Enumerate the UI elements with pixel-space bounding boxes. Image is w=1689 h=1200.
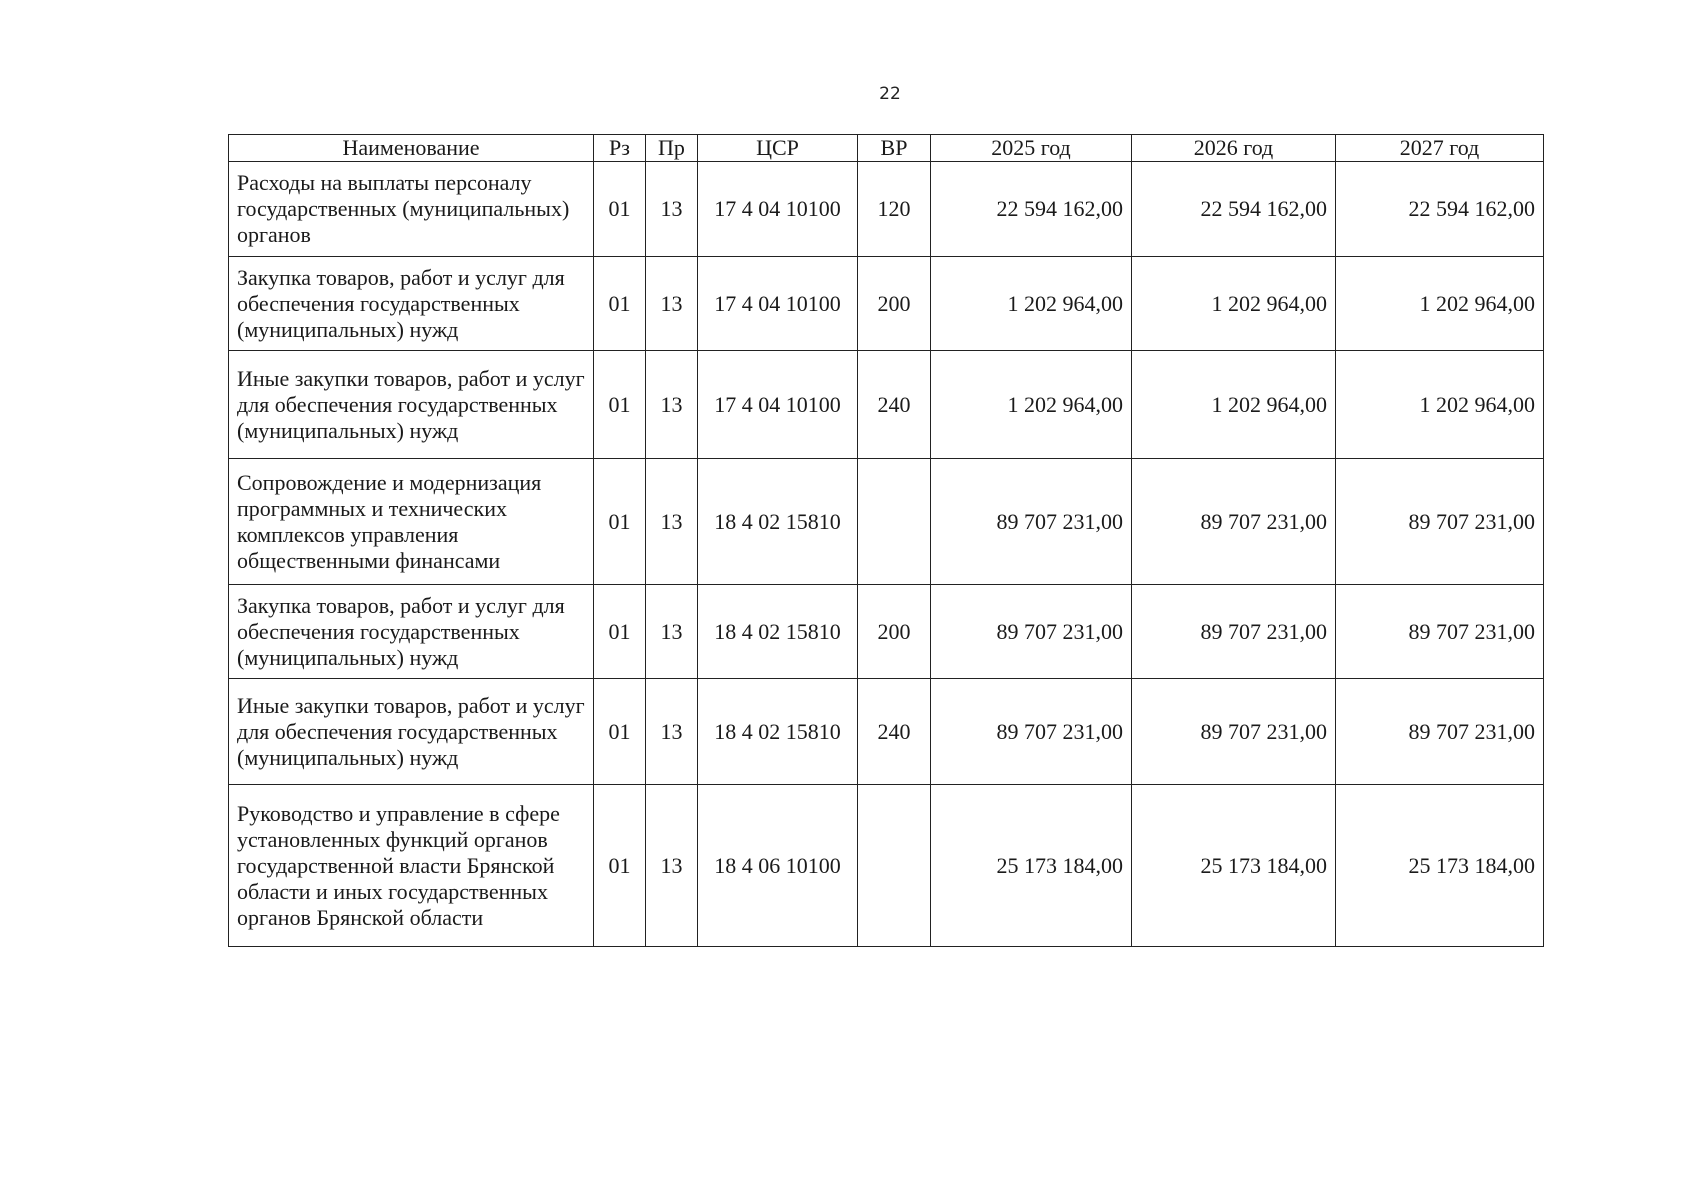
header-2025: 2025 год [931,135,1132,162]
cell-name: Иные закупки товаров, работ и услуг для обеспечения государственных (муниципальных) нужд [229,679,594,785]
page-number: 22 [879,84,901,104]
cell-name: Иные закупки товаров, работ и услуг для обеспечения государственных (муниципальных) нужд [229,351,594,459]
cell-2025: 22 594 162,00 [931,162,1132,257]
cell-csr: 18 4 02 15810 [698,585,858,679]
cell-2026: 25 173 184,00 [1132,785,1336,947]
header-name: Наименование [229,135,594,162]
cell-2027: 89 707 231,00 [1336,585,1544,679]
cell-2026: 89 707 231,00 [1132,459,1336,585]
cell-2026: 1 202 964,00 [1132,351,1336,459]
cell-2025: 25 173 184,00 [931,785,1132,947]
cell-vr [858,785,931,947]
cell-rz: 01 [594,585,646,679]
table-row [229,585,1544,679]
cell-2026: 89 707 231,00 [1132,679,1336,785]
cell-pr: 13 [646,351,698,459]
cell-2026: 22 594 162,00 [1132,162,1336,257]
cell-csr: 18 4 02 15810 [698,679,858,785]
table-row [229,257,1544,351]
cell-rz: 01 [594,162,646,257]
cell-2027: 1 202 964,00 [1336,351,1544,459]
cell-2026: 89 707 231,00 [1132,585,1336,679]
cell-vr: 240 [858,351,931,459]
header-rz: Рз [594,135,646,162]
cell-2025: 1 202 964,00 [931,351,1132,459]
cell-vr: 200 [858,257,931,351]
header-pr: Пр [646,135,698,162]
table-row [229,459,1544,585]
table-row [229,351,1544,459]
cell-name: Сопровождение и модернизация программных и технических комплексов управления общественными финансами [229,459,594,585]
table-row [229,679,1544,785]
header-csr: ЦСР [698,135,858,162]
cell-rz: 01 [594,679,646,785]
table-row [229,785,1544,947]
cell-csr: 18 4 06 10100 [698,785,858,947]
cell-2025: 89 707 231,00 [931,585,1132,679]
budget-table [228,134,1544,947]
cell-rz: 01 [594,351,646,459]
cell-rz: 01 [594,459,646,585]
cell-2027: 1 202 964,00 [1336,257,1544,351]
header-2027: 2027 год [1336,135,1544,162]
cell-2027: 89 707 231,00 [1336,459,1544,585]
cell-name: Расходы на выплаты персоналу государственных (муниципальных) органов [229,162,594,257]
cell-pr: 13 [646,785,698,947]
cell-2025: 1 202 964,00 [931,257,1132,351]
cell-vr: 200 [858,585,931,679]
cell-csr: 17 4 04 10100 [698,257,858,351]
cell-name: Руководство и управление в сфере установленных функций органов государственной власти Брянской области и иных государственных органов Брянской области [229,785,594,947]
cell-pr: 13 [646,459,698,585]
cell-csr: 17 4 04 10100 [698,162,858,257]
cell-name: Закупка товаров, работ и услуг для обеспечения государственных (муниципальных) нужд [229,585,594,679]
cell-name: Закупка товаров, работ и услуг для обеспечения государственных (муниципальных) нужд [229,257,594,351]
cell-vr [858,459,931,585]
cell-2027: 22 594 162,00 [1336,162,1544,257]
table-header-row [229,135,1544,162]
cell-csr: 18 4 02 15810 [698,459,858,585]
cell-vr: 120 [858,162,931,257]
cell-rz: 01 [594,257,646,351]
cell-csr: 17 4 04 10100 [698,351,858,459]
table-row [229,162,1544,257]
header-2026: 2026 год [1132,135,1336,162]
cell-2026: 1 202 964,00 [1132,257,1336,351]
cell-pr: 13 [646,679,698,785]
cell-pr: 13 [646,585,698,679]
cell-2027: 89 707 231,00 [1336,679,1544,785]
cell-2025: 89 707 231,00 [931,679,1132,785]
cell-2025: 89 707 231,00 [931,459,1132,585]
cell-pr: 13 [646,162,698,257]
cell-rz: 01 [594,785,646,947]
cell-2027: 25 173 184,00 [1336,785,1544,947]
cell-pr: 13 [646,257,698,351]
cell-vr: 240 [858,679,931,785]
header-vr: ВР [858,135,931,162]
